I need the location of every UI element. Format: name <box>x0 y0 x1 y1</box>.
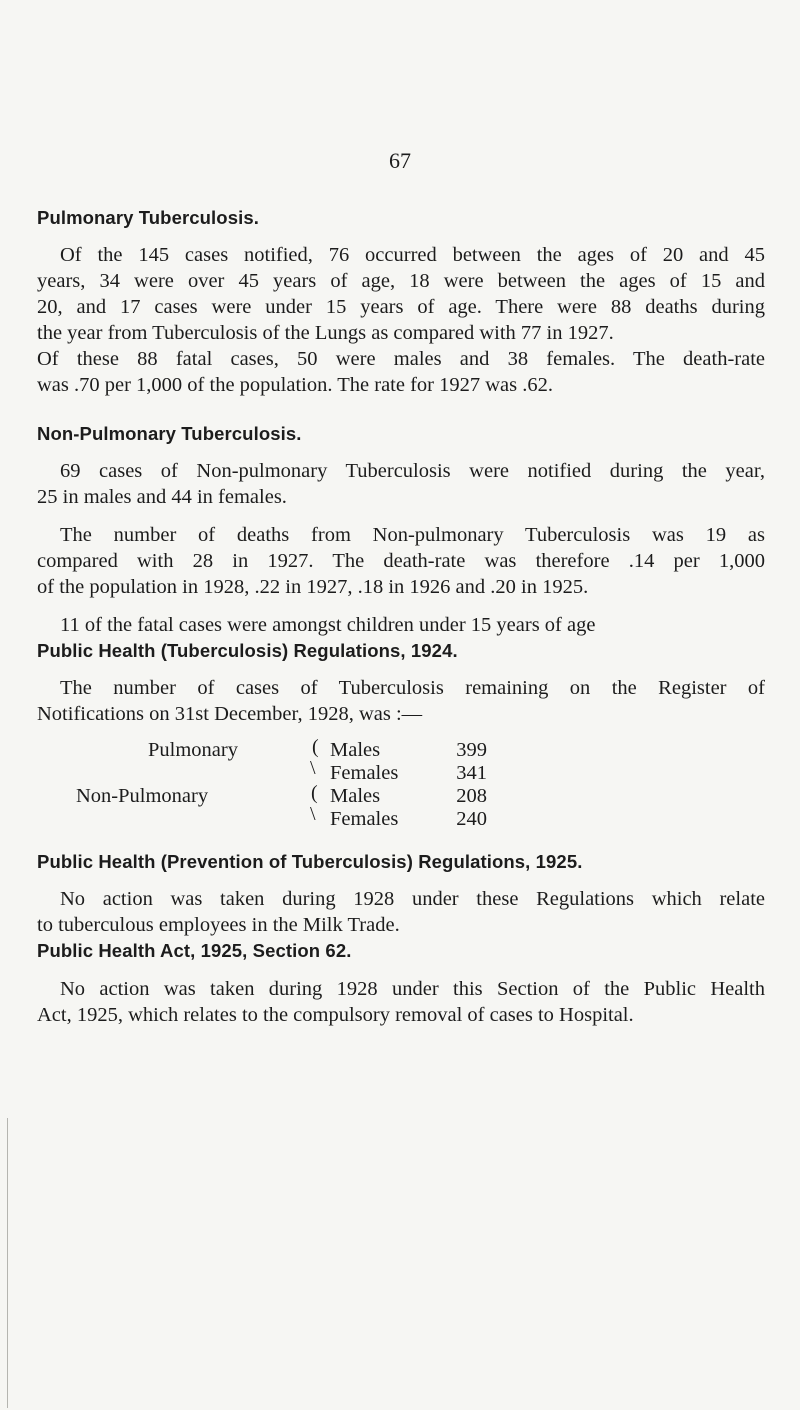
paragraph-line: years, 34 were over 45 years of age, 18 were between the ages of 15 and <box>37 270 765 292</box>
paragraph-line: was .70 per 1,000 of the population. The rate for 1927 was .62. <box>37 374 553 396</box>
register-count: 208 <box>456 785 487 807</box>
paragraph-line: The number of cases of Tuberculosis remaining on the Register of <box>60 677 765 699</box>
paragraph-line: to tuberculous employees in the Milk Trade. <box>37 914 400 936</box>
paragraph-line: compared with 28 in 1927. The death-rate was therefore .14 per 1,000 <box>37 550 765 572</box>
paragraph-line: Of the 145 cases notified, 76 occurred between the ages of 20 and 45 <box>60 244 765 266</box>
register-sex: Females <box>330 762 399 784</box>
page-edge-shadow <box>7 1118 8 1408</box>
heading-pulmonary: Pulmonary Tuberculosis. <box>37 207 259 228</box>
heading-regulations-1925: Public Health (Prevention of Tuberculosis) Regulations, 1925. <box>37 851 583 872</box>
register-count: 341 <box>456 762 487 784</box>
paragraph-line: 25 in males and 44 in females. <box>37 486 287 508</box>
brace-top: ( <box>312 736 319 758</box>
paragraph-line: 11 of the fatal cases were amongst children under 15 years of age <box>60 614 596 636</box>
brace-bottom: \ <box>310 757 316 779</box>
brace-top: ( <box>311 782 318 804</box>
paragraph-line: No action was taken during 1928 under these Regulations which relate <box>60 888 765 910</box>
page-number: 67 <box>389 148 411 173</box>
paragraph-line: No action was taken during 1928 under this Section of the Public Health <box>60 978 765 1000</box>
paragraph-line: the year from Tuberculosis of the Lungs as compared with 77 in 1927. <box>37 322 614 344</box>
paragraph-line: Of these 88 fatal cases, 50 were males and 38 females. The death-rate <box>37 348 765 370</box>
paragraph-line: 20, and 17 cases were under 15 years of age. There were 88 deaths during <box>37 296 765 318</box>
register-group-non-pulmonary: Non-Pulmonary <box>76 785 209 807</box>
heading-regulations-1924: Public Health (Tuberculosis) Regulations, 1924. <box>37 640 458 661</box>
register-sex: Males <box>330 739 381 761</box>
register-sex: Females <box>330 808 399 830</box>
heading-act-1925: Public Health Act, 1925, Section 62. <box>37 940 352 961</box>
register-count: 399 <box>456 739 487 761</box>
brace-bottom: \ <box>310 803 316 825</box>
register-sex: Males <box>330 785 381 807</box>
paragraph-line: The number of deaths from Non-pulmonary Tuberculosis was 19 as <box>60 524 765 546</box>
paragraph-line: Notifications on 31st December, 1928, was :— <box>37 703 423 725</box>
paragraph-line: of the population in 1928, .22 in 1927, .18 in 1926 and .20 in 1925. <box>37 576 589 598</box>
register-count: 240 <box>456 808 487 830</box>
heading-non-pulmonary: Non-Pulmonary Tuberculosis. <box>37 423 302 444</box>
register-group-pulmonary: Pulmonary <box>148 739 238 761</box>
paragraph-line: 69 cases of Non-pulmonary Tuberculosis were notified during the year, <box>60 460 765 482</box>
paragraph-line: Act, 1925, which relates to the compulsory removal of cases to Hospital. <box>37 1004 634 1026</box>
